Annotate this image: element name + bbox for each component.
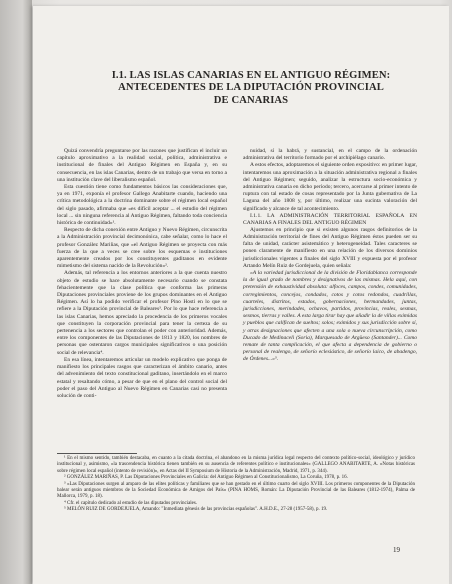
paragraph: Además, tal referencia a los entornos anteriores a la que cuenta nuestro objeto de estudio se hace absolutamente necesario cuando se constata fehacientemente que la clase política que conforma las primeras Diputaciones provinciales proviene de los grupos dominantes en el Antiguo Régimen. Así lo ha podido verificar el profesor Pino Hosti en lo que se refiere a la Diputación provincial de Baleares³. Por lo que hace referencia a las islas Canarias, hemos apreciado la procedencia de los primeros vocales que constituyen la corporación provincial para tener la certeza de su pertenencia a los sectores que controlan el poder con anterioridad. Además, entre los componentes de las Diputaciones de 1813 y 1820, los nombres de personas que ostentaron cargos municipales significativos o una posición social de relevancia⁴. bbox=[57, 270, 227, 356]
left-column bbox=[57, 148, 227, 400]
chapter-title bbox=[73, 70, 429, 107]
paragraph: nuidad, sí la habrá, y sustancial, en el campo de la ordenación administrativa del territorio formado por el archipiélago canario. bbox=[243, 148, 417, 162]
footnote: ³ «Las Diputaciones surgen al amparo de las elites políticas y familiares que se han gestado en el último cuarto del siglo XVIII. Los primeros componentes de la Diputación balear serán antiguos miembros de la Sociedad Económica de Amigos del País» (PINA HOMS, Román: La Diputación Provincial de las Baleares (1812-1974), Palma de Mallorca, 1979, p. 18). bbox=[57, 481, 415, 500]
book-page bbox=[33, 6, 449, 584]
footnotes bbox=[57, 456, 415, 514]
paragraph: Esta cuestión tiene como fundamentos básicos las consideraciones que, ya en 1971, exponía el profesor Gallego Anabitarte cuando, haciendo una crítica metodológica a la doctrina dominante sobre el régimen local español del siglo pasado, afirmaba que «es difícil aceptar ... el estudio del régimen local ... sin ninguna referencia al Antiguo Régimen, faltando toda conciencia histórica de continuidad»¹. bbox=[57, 184, 227, 227]
title-line-2: ANTECEDENTES DE LA DIPUTACIÓN PROVINCIAL bbox=[118, 82, 384, 94]
block-quote: «A la variedad jurisdiccional de la división de Floridablanca corresponde la de igual grado de nombres y designativos de las mismas. Hela aquí, con pretensión de exhaustividad absoluta: alfoces, campos, condes, comunidades, corregimientos, concejos, condados, cotos y cotos redondos, cuadrillas, cuarteles, distritos, estados, gobernaciones, hermandades, juntas, jurisdicciones, merindades, ochavos, partidos, provincias, reales, sesmas, sexmos, tierras y valles. A esta larga tirar hay que añadir la de villas eximidas y pueblos que califican de sueltos; solos; eximidos y sus jurisdicción sobre sí, y otras designaciones que afecten a una sola o nueva circunscripción, como Ducado de Medinaceli (Soria), Marquesado de Argüeso (Santander)... Como remate de tanta complicación, el que afecta a dependencia de gobierno o personal de realengo, de señorío eclesiástico, de señorío laico, de abadengo, de Órdenes...»⁵. bbox=[243, 270, 417, 363]
right-column bbox=[243, 148, 417, 364]
title-line-1: I.1. LAS ISLAS CANARIAS EN EL ANTIGUO RÉGIMEN: bbox=[111, 70, 391, 81]
paragraph: Respecto de dicha conexión entre Antiguo y Nuevo Régimen, circunscrita a la Administración provincial decimonónica, cabe señalar, como lo hace el profesor González Mariñas, que «el Antiguo Régimen se proyecta con más fuerza de la que a veces se cree sobre los esquemas e instituciones aparentemente creados por los constituyentes gaditanos en evidente mimetismo del sistema nacido de la Revolución»². bbox=[57, 227, 227, 270]
title-line-3: DE CANARIAS bbox=[213, 94, 289, 106]
paragraph: Quizá convendría preguntarse por las razones que justifican el incluir un capítulo aproximativo a la realidad social, política, administrativa e institucional de finales del Antiguo Régimen en España y, en su consecuencia, en las islas Canarias, dentro de un trabajo que versa en torno a una institución clave del liberalismo español. bbox=[57, 148, 227, 183]
footnote: ⁴ Cfr. el capítulo dedicado al estudio de las diputados provinciales. bbox=[64, 500, 198, 506]
footnote: ² GONZÁLEZ MARIÑAS, P. Las Diputaciones Provinciales en Galicia: del Antiguo Régimen al Constitucionalismo, La Coruña, 1978, p. 16. bbox=[64, 475, 348, 481]
footnote-divider bbox=[57, 453, 137, 454]
paragraph: En esa línea, intentaremos articular un modelo explicativo que ponga de manifiesto los principales rasgos que caracterizan el ámbito canario, antes del advenimiento del texto constitucional gaditano, insertándolo en el marco estatal y resaltando cómo, a pesar de que en el plano del control social del poder el paso del Antiguo al Nuevo Régimen en Canarias casi no presenta solución de conti- bbox=[57, 356, 227, 399]
page-number: 19 bbox=[393, 546, 400, 554]
paragraph: A estos efectos, adoptaremos el siguiente orden expositivo: en primer lugar, intentaremos una aproximación a la situación administrativa regional a finales del Antiguo Régimen; seguido, analizar la estructura socio-económica y administrativa canaria en dicho período; tercero, acercarse al primer intento de ruptura con tal estado de cosas representado por la Junta gubernativa de La Laguna del año 1808 y, por último, realizar una sucinta valoración del significado y alcance de tal acontecimiento. bbox=[243, 162, 417, 212]
facing-page-edge bbox=[0, 0, 32, 584]
section-heading: I.1.1. LA ADMINISTRACIÓN TERRITORIAL ESPAÑOLA EN CANARIAS A FINALES DEL ANTIGUO RÉGIMEN bbox=[243, 212, 417, 226]
footnote: ¹ En el mismo sentido, también destacaba, en cuanto a la citada doctrina, el abandono en la misma jurídica legal respecto del contexto político-social, ideológico y jurídico institucional y, asimismo, «la trascendencia histórica tienen también en su ausencia de referentes político e institucionales» (GALLEGO ANABITARTE, A. «Notas históricas sobre régimen local español (intento de revisión)», en Actas del II Symposium de Historia de la Administración, Madrid, 1971, p. 344). bbox=[57, 456, 415, 474]
footnote: ⁵ MELÓN RUIZ DE GORDEJUELA, Amando: "Inmediata génesis de las provincias españolas". A.H.D.E., 27-28 (1957-58), p. 19. bbox=[64, 507, 328, 513]
paragraph: Ajustemos en principio que si existen algunos rasgos definitorios de la Administración territorial de fines del Antiguo Régimen éstos pueden ser su falta de unidad, carácter asistemático y heterogeneidad. Tales caracteres se ponen claramente de manifiesto en una relación de los diversos dominios jurisdiccionales vigentes a finales del siglo XVIII y expuesta por el profesor Artando Melín Ruiz de Gordejuela, quien señala: bbox=[243, 226, 417, 269]
